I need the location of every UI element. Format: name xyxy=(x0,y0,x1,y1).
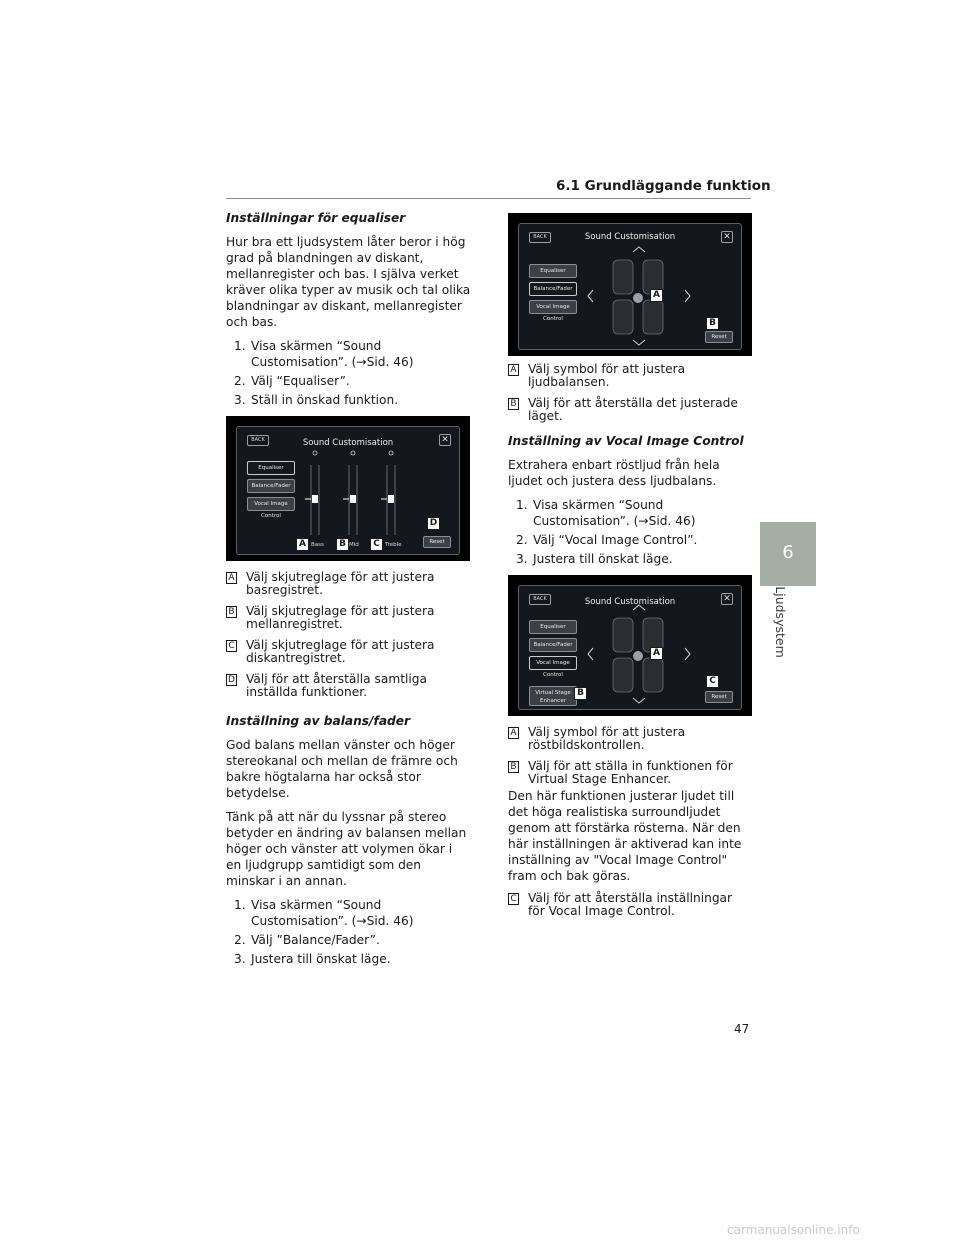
legend-item: A Välj symbol för att justera ljudbalansen. xyxy=(508,363,751,389)
balance-fader-tab[interactable]: Balance/Fader xyxy=(247,479,295,493)
callout-c: C xyxy=(706,675,719,688)
callout-a: A xyxy=(650,647,663,660)
equaliser-intro: Hur bra ett ljudsystem låter beror i hög grad på blandningen av diskant, mellanregister och bas. I själva verket kräver olika typer av musik och tal olika blandningar av diskant, mellanregister och bas. xyxy=(226,235,471,329)
back-button[interactable]: BACK xyxy=(247,435,269,446)
balance-fader-tab[interactable]: Balance/Fader xyxy=(529,282,577,296)
vocal-screenshot xyxy=(508,575,752,716)
close-icon[interactable]: ✕ xyxy=(439,434,451,446)
step-item: 1. Visa skärmen “Sound Customisation”. (→Sid. 46) xyxy=(234,898,414,928)
callout-d: D xyxy=(427,517,440,530)
chapter-tab-label: Ljudsystem xyxy=(773,586,788,658)
eq-sliders[interactable] xyxy=(299,445,419,545)
screen-title: Sound Customisation xyxy=(584,232,676,242)
reset-button[interactable]: Reset xyxy=(423,536,451,548)
legend-item: B Välj skjutreglage för att justera mellanregistret. xyxy=(226,605,471,631)
left-column xyxy=(226,210,471,975)
vocal-heading: Inställning av Vocal Image Control xyxy=(508,434,744,448)
balance-fader-tab[interactable]: Balance/Fader xyxy=(529,638,577,652)
step-item: 2. Välj ”Balance/Fader”. xyxy=(234,933,380,947)
step-item: 2. Välj “Equaliser”. xyxy=(234,374,350,388)
chapter-tab-number: 6 xyxy=(782,542,794,563)
callout-b: B xyxy=(336,538,349,551)
mid-label: Mid xyxy=(349,542,359,548)
close-icon[interactable]: ✕ xyxy=(721,231,733,243)
balance-para-1: God balans mellan vänster och höger stereokanal och mellan de främre och bakre högtalarna har också stor betydelse. xyxy=(226,738,458,800)
step-item: 3. Ställ in önskad funktion. xyxy=(234,393,399,407)
balance-screenshot xyxy=(508,213,752,356)
vocal-image-tab[interactable]: Vocal Image Control xyxy=(529,300,577,314)
vocal-image-tab[interactable]: Vocal Image Control xyxy=(529,656,577,670)
equaliser-screenshot xyxy=(226,416,470,561)
legend-item: C Välj skjutreglage för att justera diskantregistret. xyxy=(226,639,471,665)
virtual-stage-button[interactable]: Virtual Stage Enhancer xyxy=(529,686,577,706)
balance-heading: Inställning av balans/fader xyxy=(226,714,411,728)
legend-item: A Välj symbol för att justera röstbildskontrollen. xyxy=(508,726,751,752)
step-item: 3. Justera till önskat läge. xyxy=(234,952,391,966)
treble-label: Treble xyxy=(385,542,402,548)
step-item: 1. Visa skärmen “Sound Customisation”. (→Sid. 46) xyxy=(234,339,414,369)
equaliser-heading: Inställningar för equaliser xyxy=(226,211,406,225)
legend-item: B Välj för att ställa in funktionen för Virtual Stage Enhancer. xyxy=(508,760,751,786)
header-rule xyxy=(226,198,751,199)
back-button[interactable]: BACK xyxy=(529,594,551,605)
legend-item: A Välj skjutreglage för att justera basregistret. xyxy=(226,571,471,597)
legend-item: D Välj för att återställa samtliga inställda funktioner. xyxy=(226,673,471,699)
vocal-intro: Extrahera enbart röstljud från hela ljudet och justera dess ljudbalans. xyxy=(508,458,720,488)
step-item: 3. Justera till önskat läge. xyxy=(516,552,673,566)
watermark: carmanualsonline.info xyxy=(727,1223,860,1237)
callout-a: A xyxy=(650,289,663,302)
right-column xyxy=(508,363,751,926)
reset-button[interactable]: Reset xyxy=(705,331,733,343)
balance-steps xyxy=(234,897,471,967)
step-item: 2. Välj “Vocal Image Control”. xyxy=(516,533,698,547)
legend-item: C Välj för att återställa inställningar för Vocal Image Control. xyxy=(508,892,751,918)
callout-b: B xyxy=(706,317,719,330)
equaliser-tab[interactable]: Equaliser xyxy=(529,264,577,278)
balance-para-2: Tänk på att när du lyssnar på stereo betyder en ändring av balansen mellan höger och vänster att volymen ökar i en ljudgrupp samtidigt som den minskar i an annan. xyxy=(226,810,467,888)
equaliser-tab[interactable]: Equaliser xyxy=(247,461,295,475)
reset-button[interactable]: Reset xyxy=(705,691,733,703)
screen-title: Sound Customisation xyxy=(302,438,394,448)
close-icon[interactable]: ✕ xyxy=(721,593,733,605)
screen-title: Sound Customisation xyxy=(584,597,676,607)
back-button[interactable]: BACK xyxy=(529,232,551,243)
callout-c: C xyxy=(370,538,383,551)
vocal-image-map[interactable] xyxy=(585,604,695,704)
callout-a: A xyxy=(296,538,309,551)
callout-b: B xyxy=(574,687,587,700)
vocal-image-tab[interactable]: Vocal Image Control xyxy=(247,497,295,511)
vocal-note: Den här funktionen justerar ljudet till det höga realistiska surroundljudet genom att förstärka rösterna. När den här inställningen är aktiverad kan inte inställning av "Vocal Image Control" fram och bak göras. xyxy=(508,789,742,883)
equaliser-steps xyxy=(234,338,471,408)
page-number: 47 xyxy=(734,1022,750,1036)
chapter-header: 6.1 Grundläggande funktion xyxy=(556,178,771,194)
legend-item: B Välj för att återställa det justerade läget. xyxy=(508,397,751,423)
bass-label: Bass xyxy=(311,542,324,548)
seat-balance-map[interactable] xyxy=(585,246,695,346)
vocal-steps xyxy=(516,497,751,567)
step-item: 1. Visa skärmen “Sound Customisation”. (→Sid. 46) xyxy=(516,498,696,528)
equaliser-tab[interactable]: Equaliser xyxy=(529,620,577,634)
